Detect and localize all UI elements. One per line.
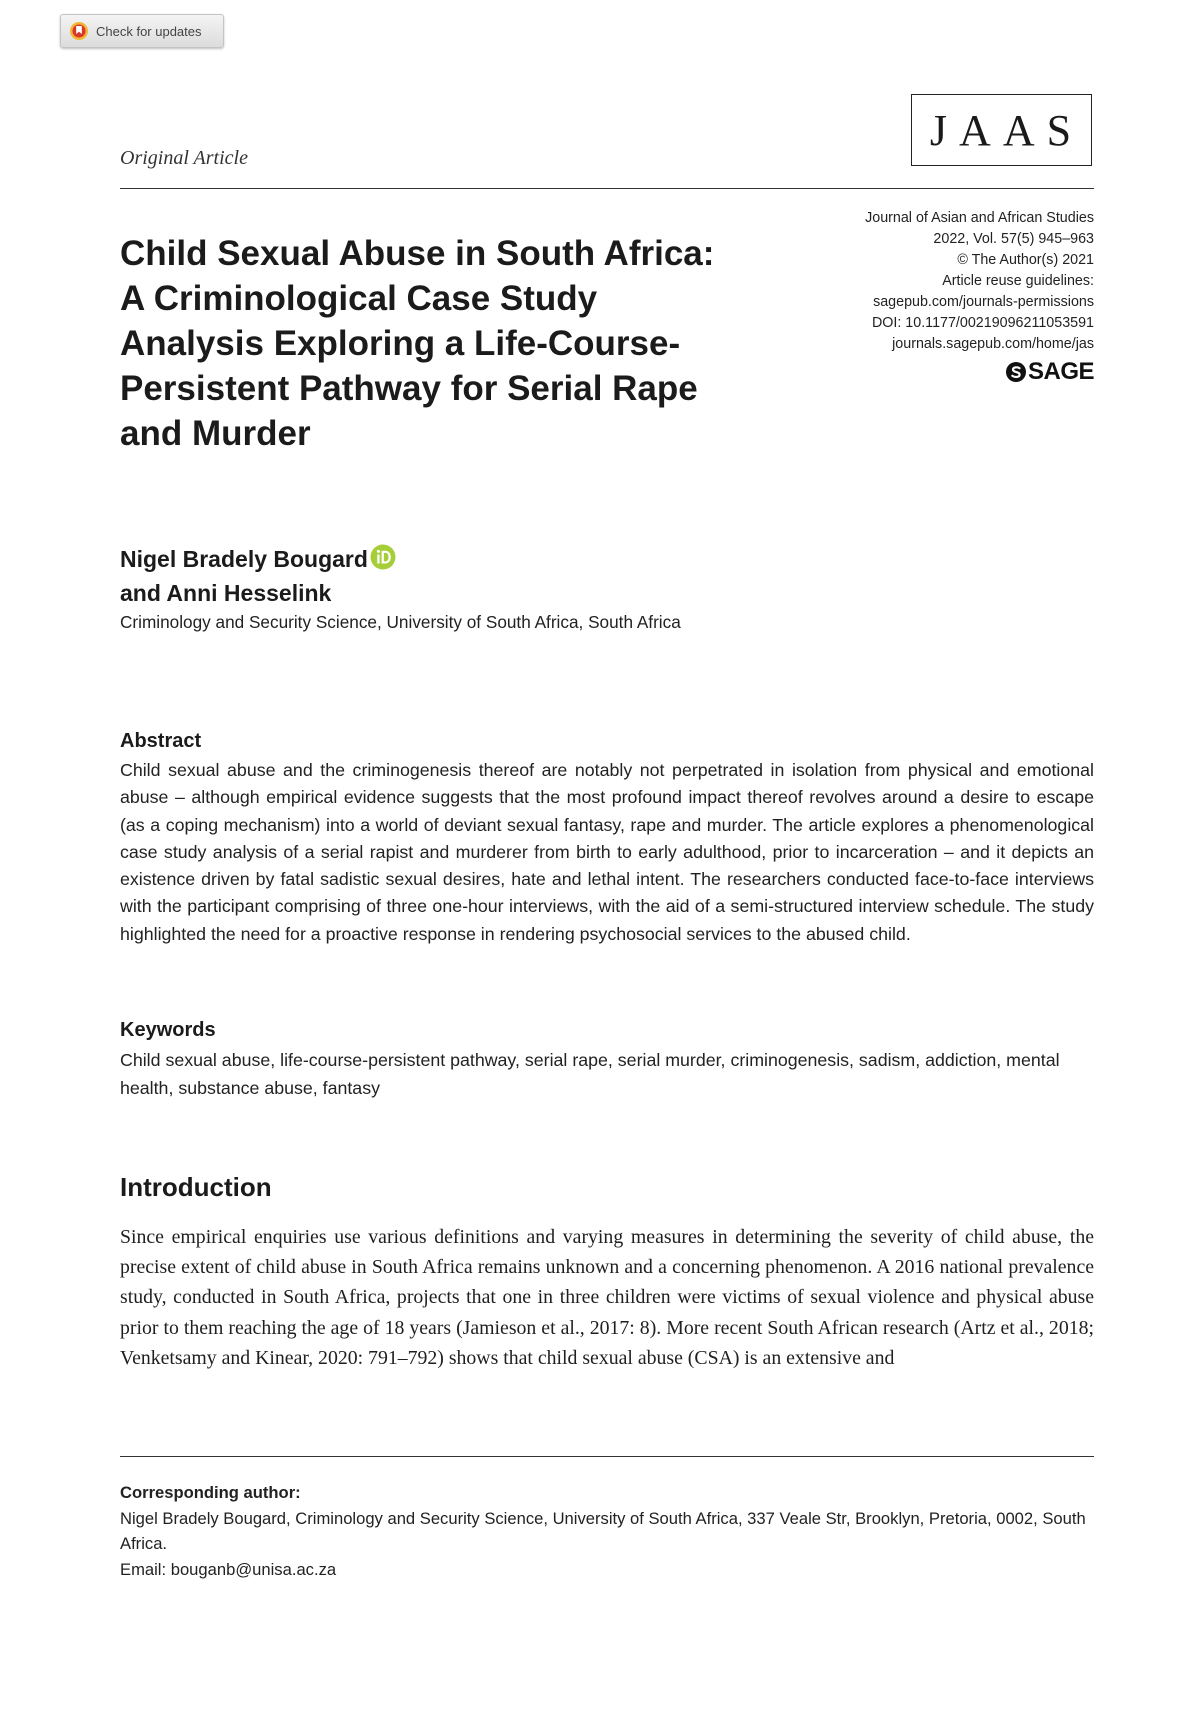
- check-for-updates-label: Check for updates: [96, 23, 202, 39]
- corresponding-author-email[interactable]: Email: bouganb@unisa.ac.za: [120, 1559, 337, 1579]
- introduction-text: Since empirical enquiries use various definitions and varying measures in determining the severity of child abuse, the precise extent of child abuse in South Africa remains unknown and a concerning phenomenon. A 2016 national prevalence study, conducted in South Africa, projects that one in three children were victims of sexual violence and physical abuse prior to them reaching the age of 18 years (Jamieson et al., 2017: 8). More recent South African research (Artz et al., 2018; Venketsamy and Kinear, 2020: 791–792) shows that child sexual abuse (CSA) is an extensive and: [120, 1226, 1094, 1369]
- article-type: Original Article: [120, 147, 248, 169]
- header-divider: [120, 188, 1094, 189]
- meta-volume: 2022, Vol. 57(5) 945–963: [933, 231, 1094, 247]
- meta-copyright: © The Author(s) 2021: [957, 252, 1094, 268]
- author-list: [120, 542, 396, 610]
- sage-mark-icon: [1005, 361, 1027, 383]
- abstract-text: Child sexual abuse and the criminogenesis thereof are notably not perpetrated in isolation from physical and emotional abuse – although empirical evidence suggests that the most profound impact thereof revolves around a desire to escape (as a coping mechanism) into a world of deviant sexual fantasy, rape and murder. The article explores a phenomenological case study analysis of a serial rapist and murderer from birth to early adulthood, prior to incarceration – and it depicts an existence driven by fatal sadistic sexual desires, hate and lethal intent. The researchers conducted face-to-face interviews with the participant comprising of three one-hour interviews, with the aid of a semi-structured interview schedule. The study highlighted the need for a proactive response in rendering psychosocial services to the abused child.: [120, 760, 1094, 944]
- footnote-divider: [120, 1456, 1094, 1457]
- corresponding-author-label: Corresponding author:: [120, 1483, 301, 1502]
- meta-doi-link[interactable]: DOI: 10.1177/00219096211053591: [871, 315, 1094, 331]
- keywords-heading: Keywords: [120, 1019, 216, 1041]
- author-affiliation: Criminology and Security Science, University of South Africa, South Africa: [120, 612, 681, 632]
- title-line: Analysis Exploring a Life-Course-: [120, 324, 681, 363]
- corresponding-author-address: Nigel Bradely Bougard, Criminology and Security Science, University of South Africa, 337 Veale Str, Brooklyn, Pretoria, 0002, South Africa.: [120, 1508, 1086, 1553]
- keywords-text: Child sexual abuse, life-course-persistent pathway, serial rape, serial murder, criminogenesis, sadism, addiction, mental health, substance abuse, fantasy: [120, 1050, 1060, 1098]
- author-name: and Anni Hesselink: [120, 580, 332, 606]
- introduction-heading: Introduction: [120, 1172, 272, 1202]
- meta-journal-name: Journal of Asian and African Studies: [865, 210, 1094, 226]
- title-line: Persistent Pathway for Serial Rape: [120, 369, 698, 408]
- title-line: A Criminological Case Study: [120, 279, 598, 318]
- title-line: Child Sexual Abuse in South Africa:: [120, 234, 715, 273]
- sage-logo: [1005, 358, 1094, 386]
- crossmark-icon: [69, 21, 89, 41]
- author-name: Nigel Bradely Bougard: [120, 546, 368, 572]
- corresponding-author-note: [120, 1480, 1094, 1582]
- journal-logo: JAAS: [911, 94, 1092, 166]
- abstract-heading: Abstract: [120, 730, 202, 752]
- orcid-icon[interactable]: [370, 544, 396, 570]
- check-for-updates-button[interactable]: [60, 14, 224, 48]
- title-line: and Murder: [120, 414, 311, 453]
- meta-reuse-label: Article reuse guidelines:: [942, 273, 1094, 289]
- meta-journal-link[interactable]: journals.sagepub.com/home/jas: [892, 336, 1094, 352]
- article-title: [120, 231, 820, 456]
- sage-wordmark: SAGE: [1027, 358, 1094, 385]
- meta-permissions-link[interactable]: sagepub.com/journals-permissions: [873, 294, 1094, 310]
